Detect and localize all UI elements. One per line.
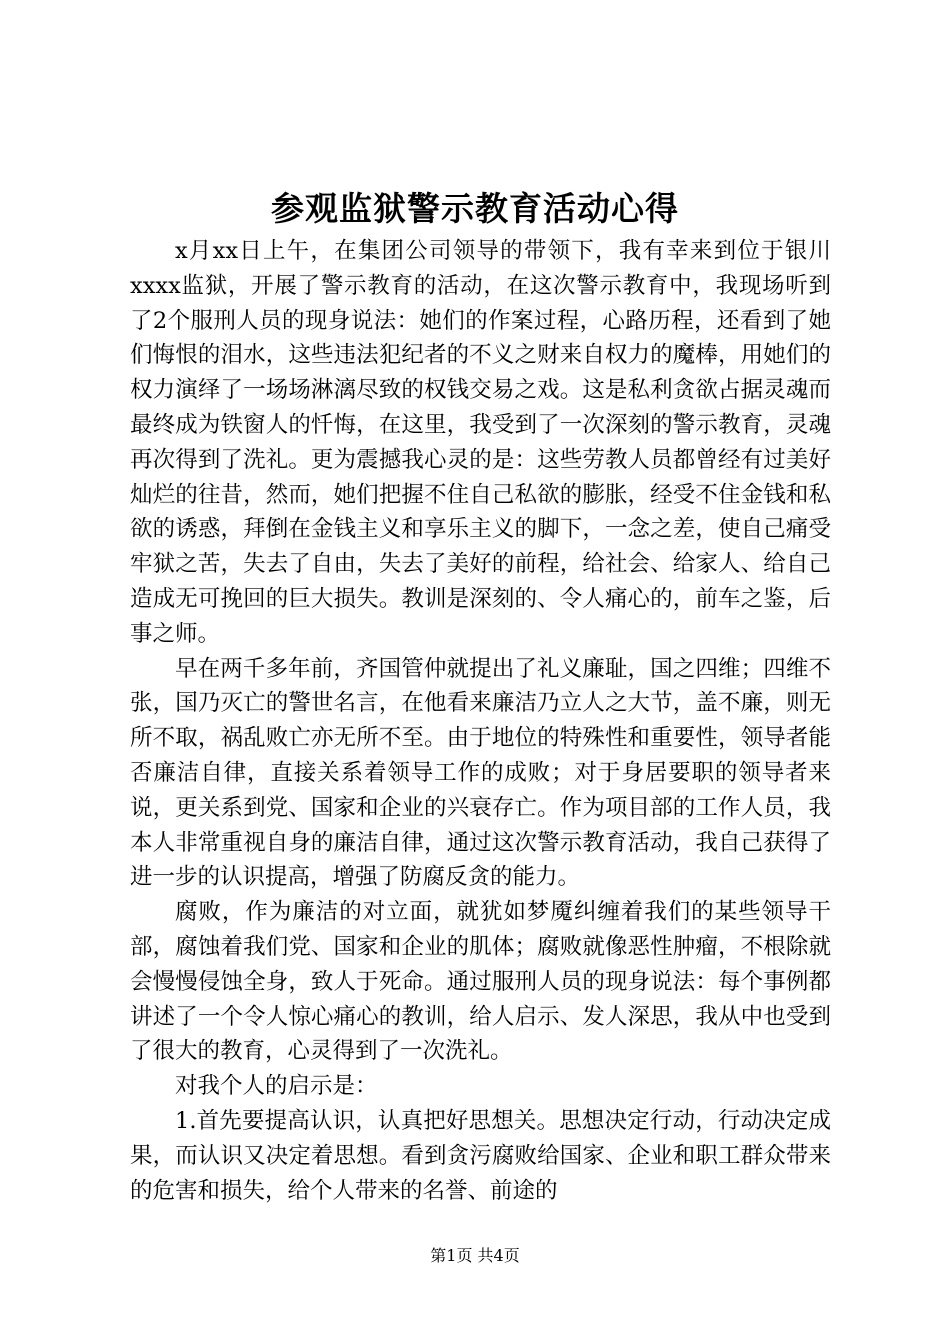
paragraph: 腐败，作为廉洁的对立面，就犹如梦魇纠缠着我们的某些领导干部，腐蚀着我们党、国家和企业的肌体；腐败就像恶性肿瘤，不根除就会慢慢侵蚀全身，致人于死命。通过服刑人员的现身说法：每个事例都讲述了一个令人惊心痛心的教训，给人启示、发人深思，我从中也受到了很大的教育，心灵得到了一次洗礼。 [130,899,831,1065]
page-number-footer: 第1页 共4页 [430,1246,520,1265]
paragraph: x月xx日上午，在集团公司领导的带领下，我有幸来到位于银川xxxx监狱，开展了警示教育的活动，在这次警示教育中，我现场听到了2个服刑人员的现身说法：她们的作案过程，心路历程，还看到了她们悔恨的泪水，这些违法犯纪者的不义之财来自权力的魔棒，用她们的权力演绎了一场场淋漓尽致的权钱交易之戏。这是私利贪欲占据灵魂而最终成为铁窗人的忏悔，在这里，我受到了一次深刻的警示教育，灵魂再次得到了洗礼。更为震撼我心灵的是：这些劳教人员都曾经有过美好灿烂的往昔，然而，她们把握不住自己私欲的膨胀，经受不住金钱和私欲的诱惑，拜倒在金钱主义和享乐主义的脚下，一念之差，使自己痛受牢狱之苦，失去了自由，失去了美好的前程，给社会、给家人、给自己造成无可挽回的巨大损失。教训是深刻的、令人痛心的，前车之鉴，后事之师。 [130,238,831,647]
paragraph: 对我个人的启示是： [175,1073,378,1100]
paragraph: 1.首先要提高认识，认真把好思想关。思想决定行动，行动决定成果，而认识又决定着思想。看到贪污腐败给国家、企业和职工群众带来的危害和损失，给个人带来的名誉、前途的 [130,1107,831,1204]
page-title: 参观监狱警示教育活动心得 [271,189,679,228]
paragraph: 早在两千多年前，齐国管仲就提出了礼义廉耻，国之四维；四维不张，国乃灭亡的警世名言，在他看来廉洁乃立人之大节，盖不廉，则无所不取，祸乱败亡亦无所不至。由于地位的特殊性和重要性，领导者能否廉洁自律，直接关系着领导工作的成败；对于身居要职的领导者来说，更关系到党、国家和企业的兴衰存亡。作为项目部的工作人员，我本人非常重视自身的廉洁自律，通过这次警示教育活动，我自己获得了进一步的认识提高，增强了防腐反贪的能力。 [130,655,831,891]
document-body [130,234,831,1208]
